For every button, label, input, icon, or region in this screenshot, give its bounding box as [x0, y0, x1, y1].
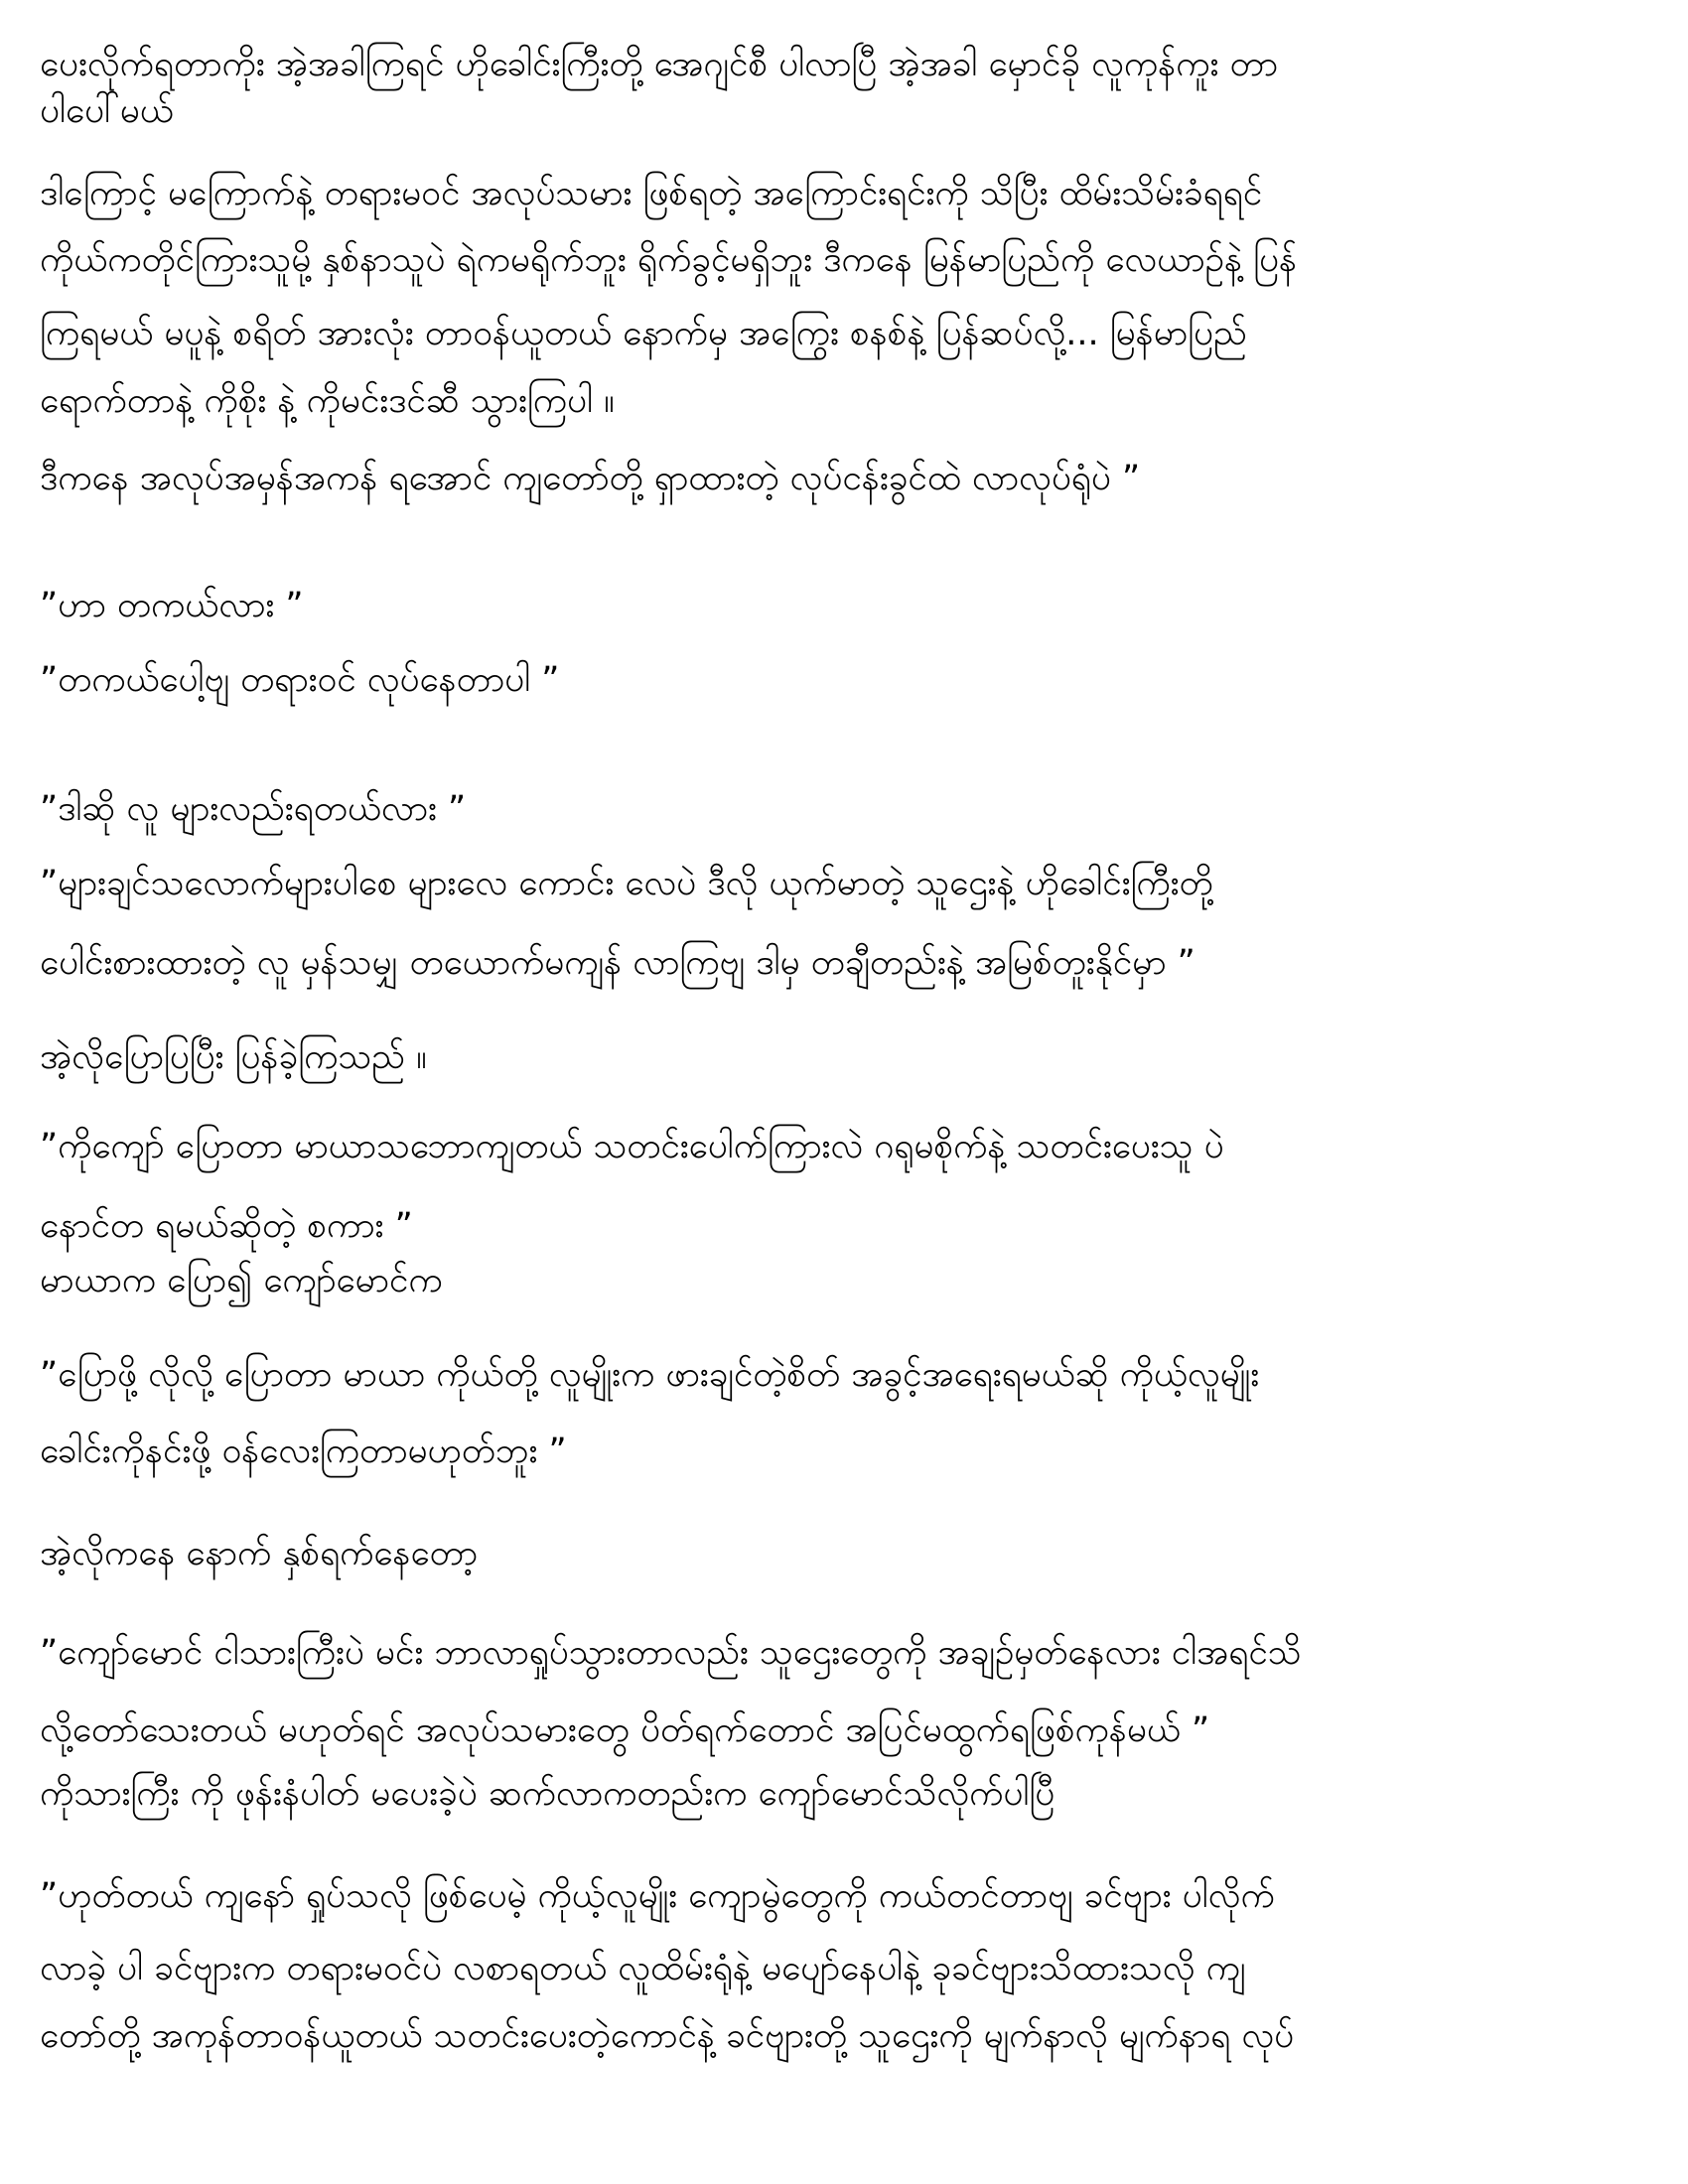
text-line: ပေးလိုက်ရတာကိုး အဲ့အခါကြရင် ဟိုခေါင်းကြီးတို့ အေဂျင်စီ ပါလာပြီ အဲ့အခါ မှောင်ခို လူကုန်ကူး တာ	[40, 45, 1278, 84]
text-line: ”များချင်သလောက်များပါစေ များလေ ကောင်း လေပဲ ဒီလို ယုက်မာတဲ့ သူဌေးနဲ့ ဟိုခေါင်းကြီးတို့	[40, 864, 1213, 903]
text-line: ကိုသားကြီး ကို ဖုန်းနံပါတ် မပေးခဲ့ပဲ ဆက်လာကတည်းက ကျော်မောင်သိလိုက်ပါပြီ	[40, 1774, 1055, 1814]
text-line: ခေါင်းကိုနင်းဖို့ ဝန်လေးကြတာမဟုတ်ဘူး ”	[40, 1432, 567, 1471]
text-line: ကိုယ်ကတိုင်ကြားသူမို့ နှစ်နာသူပဲ ရဲကမရိုက်ဘူး ရိုက်ခွင့်မရှိဘူး ဒီကနေ မြန်မာပြည်ကို လေယာဉ်နဲ့ ပြန်	[40, 240, 1298, 280]
text-line: အဲ့လိုကနေ နောက် နှစ်ရက်နေတော့	[40, 1534, 479, 1573]
text-line: အဲ့လိုပြောပြပြီး ပြန်ခဲ့ကြသည် ။	[40, 1037, 427, 1077]
text-line: ”ဟာ တကယ်လား ”	[40, 586, 304, 625]
text-line: လာခဲ့ ပါ ခင်ဗျားက တရားမဝင်ပဲ လစာရတယ် လူထိမ်းရုံနဲ့ မပျော်နေပါနဲ့ ခုခင်ဗျားသိထားသလို ကျ	[40, 1949, 1246, 1988]
text-line: ”ကျော်မောင် ငါသားကြီးပဲ မင်း ဘာလာရှုပ်သွားတာလည်း သူဌေးတွေကို အချဉ်မှတ်နေလား ငါအရင်သိ	[40, 1633, 1302, 1673]
text-line: ပေါင်းစားထားတဲ့ လူ မှန်သမျှ တယောက်မကျန် လာကြဗျ ဒါမှ တချီတည်းနဲ့ အမြစ်တူးနိုင်မှာ ”	[40, 943, 1196, 983]
text-line: ရောက်တာနဲ့ ကိုစိုး နဲ့ ကိုမင်းဒင်ဆီ သွားကြပါ ။	[40, 381, 615, 421]
text-line: ဒီကနေ အလုပ်အမှန်အကန် ရအောင် ကျတော်တို့ ရှာထားတဲ့ လုပ်ငန်းခွင်ထဲ လာလုပ်ရုံပဲ ”	[40, 459, 1141, 498]
text-line: တော်တို့ အကုန်တာဝန်ယူတယ် သတင်းပေးတဲ့ကောင်နဲ့ ခင်ဗျားတို့ သူဌေးကို မျက်နာလို မျက်နာရ လုပ်	[40, 2016, 1295, 2056]
text-line: မာယာက ပြော၍ ကျော်မောင်က	[40, 1261, 443, 1300]
text-line: ”ဒါဆို လူ များလည်းရတယ်လား ”	[40, 789, 467, 829]
text-line: ”တကယ်ပေါ့ဗျ တရားဝင် လုပ်နေတာပါ ”	[40, 660, 560, 700]
text-line: ဒါကြောင့် မကြောက်နဲ့ တရားမဝင် အလုပ်သမား ဖြစ်ရတဲ့ အကြောင်းရင်းကို သိပြီး ထိမ်းသိမ်းခံရရင်	[40, 174, 1263, 213]
text-line: ”ပြောဖို့ လိုလို့ ပြောတာ မာယာ ကိုယ်တို့ လူမျိုးက ဖားချင်တဲ့စိတ် အခွင့်အရေးရမယ်ဆို ကိုယ့်လူမျိုး	[40, 1355, 1260, 1395]
text-line: ”ကိုကျော် ပြောတာ မာယာသဘောကျတယ် သတင်းပေါက်ကြားလဲ ဂရုမစိုက်နဲ့ သတင်းပေးသူ ပဲ	[40, 1127, 1224, 1166]
text-line: နောင်တ ရမယ်ဆိုတဲ့ စကား ”	[40, 1206, 413, 1246]
text-line: ပါပေါ်မယ်	[40, 91, 174, 131]
text-line: ”ဟုတ်တယ် ကျနော် ရှုပ်သလို ဖြစ်ပေမဲ့ ကိုယ့်လူမျိုး ကျောမွဲတွေကို ကယ်တင်တာဗျ ခင်ဗျား ပါလိုက်	[40, 1876, 1275, 1916]
text-line: လို့တော်သေးတယ် မဟုတ်ရင် အလုပ်သမားတွေ ပိတ်ရက်တောင် အပြင်မထွက်ရဖြစ်ကုန်မယ် ”	[40, 1710, 1210, 1750]
text-line: ကြရမယ် မပူနဲ့ စရိတ် အားလုံး တာဝန်ယူတယ် နောက်မှ အကြွေး စနစ်နဲ့ ပြန်ဆပ်လို့... မြန်မာပြည်	[40, 314, 1247, 353]
